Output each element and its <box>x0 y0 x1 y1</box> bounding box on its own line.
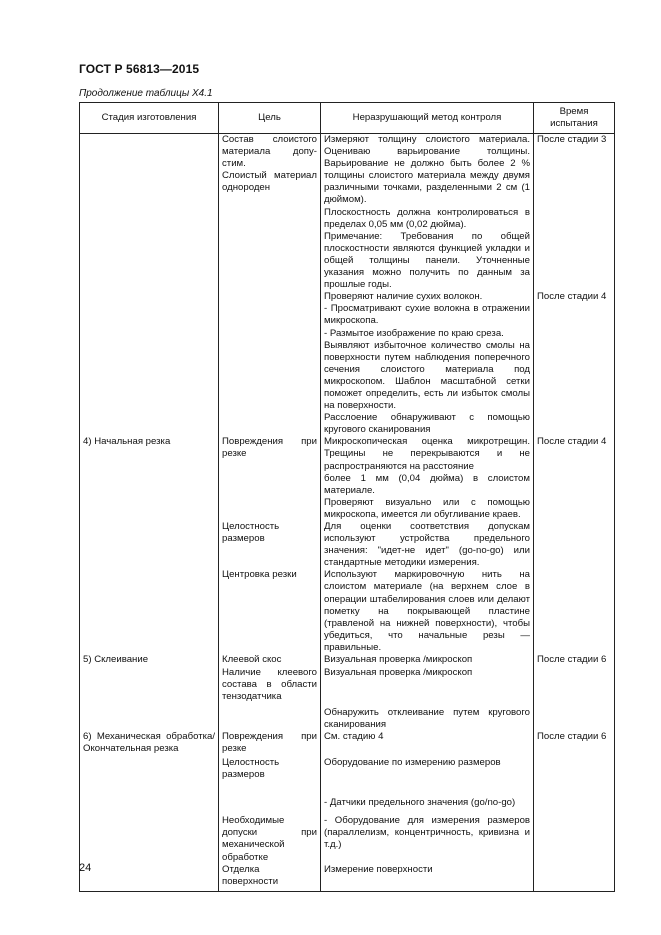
cell-time <box>534 521 615 569</box>
table-row <box>80 291 615 436</box>
table-row <box>80 707 615 731</box>
goal-text: Целостность размеров <box>222 757 280 781</box>
goal-text: Слоистый материал однороден <box>222 170 317 194</box>
table-row <box>80 731 615 757</box>
goal-text: Центровка резки <box>222 569 297 581</box>
cell-time <box>534 569 615 654</box>
cell-time <box>534 757 615 797</box>
time-text: После стадии 6 <box>537 731 607 743</box>
cell-method <box>321 654 534 667</box>
stage-text: 6) Механическая обработка/Окончательная резка <box>83 731 215 755</box>
method-text: Выявляют избыточное количество смолы на поверхности путем наблюдения поперечного сечения слоистого материала под микроскопом. Шаблон масштабной сетки поможет определить, есть ли избыток смолы на поверхности. <box>324 339 530 412</box>
cell-goal <box>219 707 321 731</box>
method-text: Измерение поверхности <box>324 863 433 875</box>
column-header-time: Время испытания <box>534 103 615 134</box>
cell-goal <box>219 667 321 707</box>
cell-stage <box>80 757 219 797</box>
method-text: Расслоение обнаруживают с помощью кругового сканирования <box>324 412 530 436</box>
cell-time <box>534 291 615 436</box>
cell-method <box>321 667 534 707</box>
cell-method <box>321 134 534 292</box>
cell-method <box>321 731 534 757</box>
goal-text: Клеевой скос <box>222 654 282 666</box>
goal-text: Наличие клеевого состава в области тензодатчика <box>222 667 317 703</box>
table-caption: Продолжение таблицы X4.1 <box>79 88 213 99</box>
method-text: Визуальная проверка /микроскоп <box>324 667 473 679</box>
table-row <box>80 654 615 667</box>
cell-time <box>534 654 615 667</box>
method-text: Оборудование по измерению размеров <box>324 757 501 769</box>
method-text: Плоскостность должна контролироваться в пределах 0,05 мм (0,02 дюйма). <box>324 206 530 230</box>
cell-goal <box>219 864 321 892</box>
goal-text: Повреждения при резке <box>222 436 317 460</box>
cell-time <box>534 707 615 731</box>
column-header-goal: Цель <box>219 103 321 134</box>
method-text: Визуальная проверка /микроскоп <box>324 654 473 666</box>
cell-stage <box>80 521 219 569</box>
cell-goal <box>219 797 321 815</box>
cell-time <box>534 436 615 521</box>
method-text: - Размытое изображение по краю среза. <box>324 327 504 339</box>
table-row <box>80 134 615 292</box>
method-text: - Оборудование для измерения размеров (параллелизм, концентричность, кривизна и т.д.) <box>324 815 530 851</box>
goal-text: Состав слоистого материала допу-стим. <box>222 134 317 170</box>
cell-goal <box>219 731 321 757</box>
method-text: Для оценки соответствия допускам используют устройства предельного значения: "идет-не идет" (go-no-go) или стандартные методики измерения. <box>324 521 530 569</box>
column-header-stage: Стадия изготовления <box>80 103 219 134</box>
cell-time <box>534 134 615 292</box>
cell-stage <box>80 569 219 654</box>
cell-stage <box>80 667 219 707</box>
cell-time <box>534 731 615 757</box>
time-text: После стадии 4 <box>537 291 607 303</box>
cell-goal <box>219 291 321 436</box>
cell-stage <box>80 134 219 292</box>
cell-method <box>321 707 534 731</box>
table-row <box>80 757 615 797</box>
cell-goal <box>219 654 321 667</box>
table-row <box>80 521 615 569</box>
cell-goal <box>219 134 321 292</box>
goal-text: Целостность размеров <box>222 521 280 545</box>
method-text: - Датчики предельного значения (go/no-go) <box>324 797 516 809</box>
time-text: После стадии 3 <box>537 134 607 145</box>
table-row <box>80 667 615 707</box>
cell-method <box>321 797 534 815</box>
cell-method <box>321 521 534 569</box>
cell-method <box>321 569 534 654</box>
method-text: См. стадию 4 <box>324 731 384 743</box>
cell-time <box>534 797 615 815</box>
column-header-method: Неразрушающий метод контроля <box>321 103 534 134</box>
document-header: ГОСТ Р 56813—2015 <box>79 62 200 76</box>
cell-method <box>321 757 534 797</box>
goal-text: Необходимые допуски при механической обработке <box>222 815 317 863</box>
table-row <box>80 864 615 892</box>
method-text: более 1 мм (0,04 дюйма) в слоистом материале. <box>324 472 530 496</box>
cell-method <box>321 291 534 436</box>
method-text: Проверяют визуально или с помощью микроскопа, имеется ли обугливание краев. <box>324 496 530 520</box>
time-text: После стадии 4 <box>537 436 607 448</box>
inspection-table <box>79 102 615 892</box>
cell-goal <box>219 757 321 797</box>
cell-stage <box>80 864 219 892</box>
goal-text: Повреждения при резке <box>222 731 317 755</box>
table-header-row <box>80 103 615 134</box>
cell-stage <box>80 654 219 667</box>
cell-method <box>321 815 534 863</box>
page-number: 24 <box>79 862 92 874</box>
cell-time <box>534 864 615 892</box>
method-text: Обнаружить отклеивание путем кругового сканирования <box>324 707 530 731</box>
table-row <box>80 815 615 863</box>
method-text: Измеряют толщину слоистого материала. Оцениваю варьирование толщины. Варьирование не должно быть более 2 % толщины слоистого материала между двумя различными точками, разделенными 2 см (1 дюймом). <box>324 134 530 206</box>
cell-stage <box>80 815 219 863</box>
cell-goal <box>219 569 321 654</box>
method-text: Проверяют наличие сухих волокон. <box>324 291 483 303</box>
cell-method <box>321 864 534 892</box>
cell-stage <box>80 291 219 436</box>
method-text: Микроскопическая оценка микротрещин. Трещины не перекрываются и не распространяются на расстояние <box>324 436 530 472</box>
cell-goal <box>219 436 321 521</box>
cell-method <box>321 436 534 521</box>
cell-time <box>534 667 615 707</box>
cell-stage <box>80 707 219 731</box>
table-row <box>80 797 615 815</box>
method-text: Примечание: Требования по общей плоскостности являются функцией укладки и общей толщины панели. Уточненные указания можно получить по данным за прошлые годы. <box>324 230 530 291</box>
time-text: После стадии 6 <box>537 654 607 666</box>
table-row <box>80 436 615 521</box>
stage-text: 5) Склеивание <box>83 654 149 666</box>
goal-text: Отделка поверхности <box>222 863 279 887</box>
method-text: - Просматривают сухие волокна в отражении микроскопа. <box>324 303 530 327</box>
cell-stage <box>80 731 219 757</box>
method-text: Используют маркировочную нить на слоистом материале (на верхнем слое в операции штабелирования слоев или делают пометку на покрывающей пластине (травленой на нижней поверхности), чтобы убедиться, что начальные резы — правильные. <box>324 569 530 653</box>
cell-time <box>534 815 615 863</box>
cell-stage <box>80 436 219 521</box>
stage-text: 4) Начальная резка <box>83 436 171 448</box>
cell-stage <box>80 797 219 815</box>
table-row <box>80 569 615 654</box>
cell-goal <box>219 815 321 863</box>
cell-goal <box>219 521 321 569</box>
